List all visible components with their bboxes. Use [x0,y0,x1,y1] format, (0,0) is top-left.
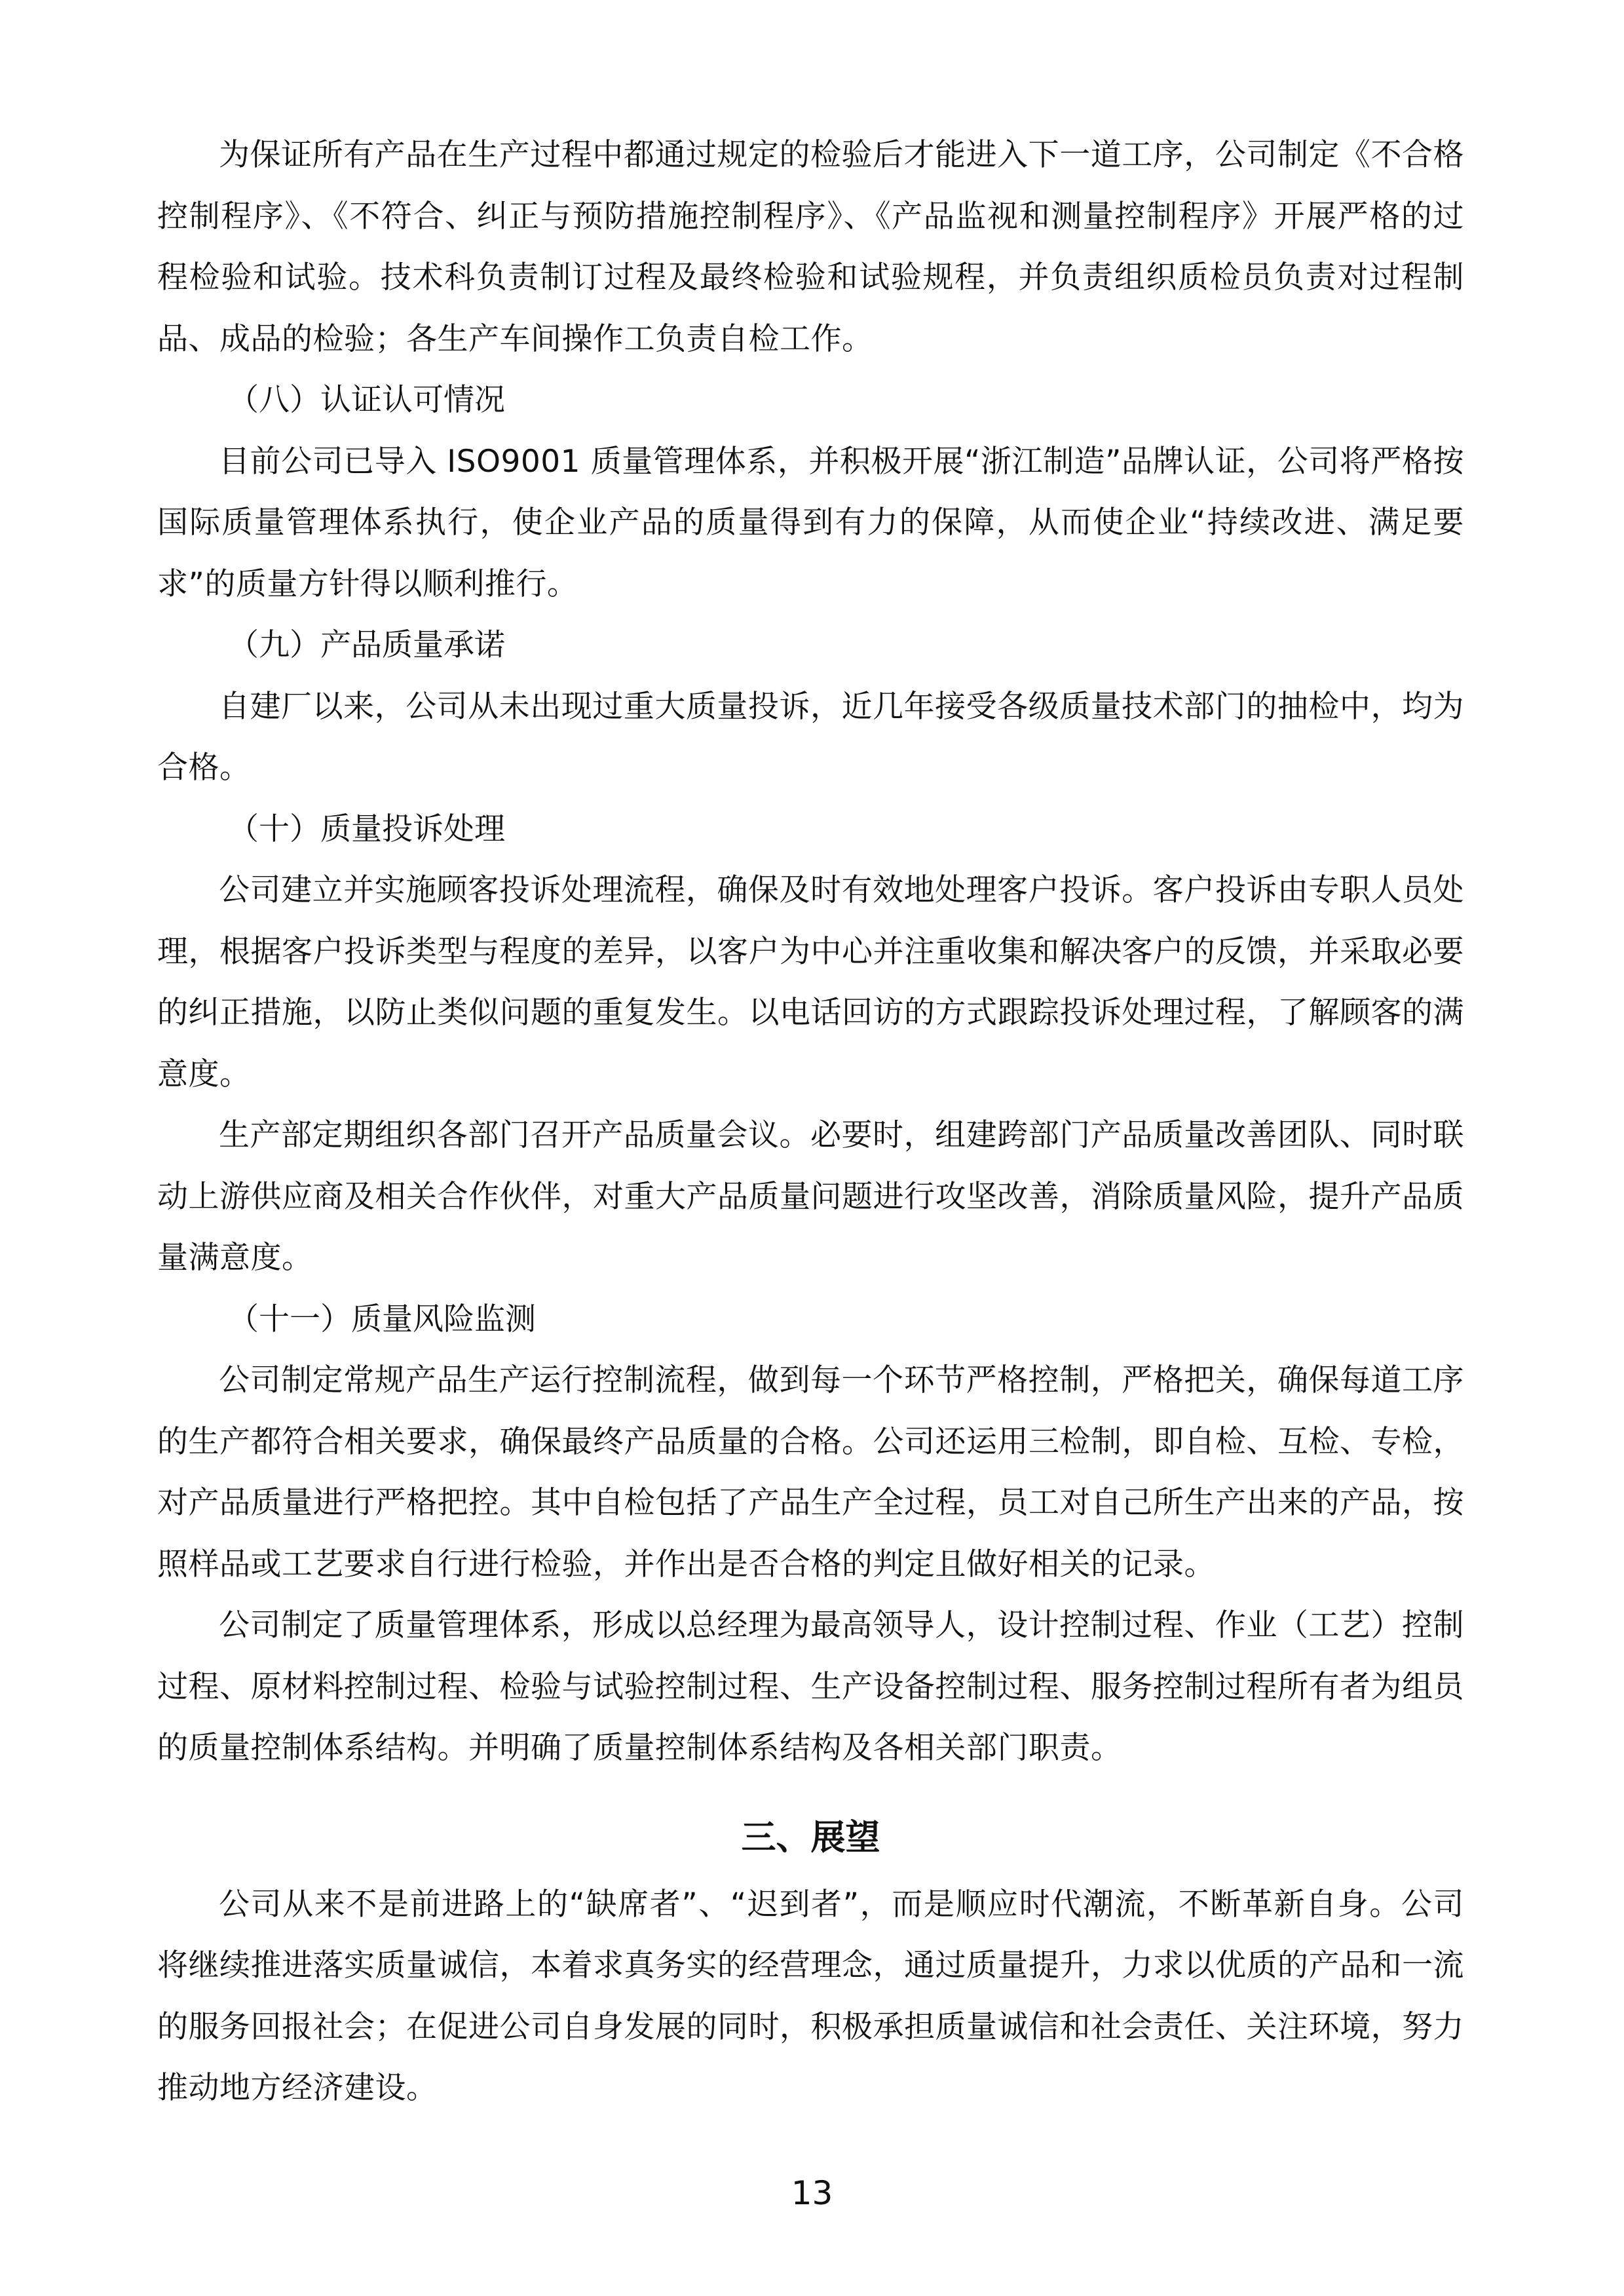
paragraph-outlook: 公司从来不是前进路上的“缺席者”、“迟到者”，而是顺应时代潮流，不断革新自身。公司将继续推进落实质量诚信，本着求真务实的经营理念，通过质量提升，力求以优质的产品和一流的服务回报社会；在促进公司自身发展的同时，积极承担质量诚信和社会责任、关注环境，努力推动地方经济建设。 [157,1886,1464,2106]
section-heading-outlook: 三、展望 [741,1817,880,1858]
paragraph-quality-meeting: 生产部定期组织各部门召开产品质量会议。必要时，组建跨部门产品质量改善团队、同时联动上游供应商及相关合作伙伴，对重大产品质量问题进行攻坚改善，消除质量风险，提升产品质量满意度。 [157,1117,1464,1276]
paragraph-risk-monitoring: 公司制定常规产品生产运行控制流程，做到每一个环节严格控制，严格把关，确保每道工序的生产都符合相关要求，确保最终产品质量的合格。公司还运用三检制，即自检、互检、专检，对产品质量进行严格把控。其中自检包括了产品生产全过程，员工对自己所生产出来的产品，按照样品或工艺要求自行进行检验，并作出是否合格的判定且做好相关的记录。 [157,1362,1464,1582]
paragraph-certification: 目前公司已导入 ISO9001 质量管理体系，并积极开展“浙江制造”品牌认证，公司将严格按国际质量管理体系执行，使企业产品的质量得到有力的保障，从而使企业“持续改进、满足要求”的质量方针得以顺利推行。 [157,443,1464,602]
subheading-risk-monitoring: （十一）质量风险监测 [228,1301,536,1337]
subheading-quality-commitment: （九）产品质量承诺 [228,627,505,663]
subheading-certification: （八）认证认可情况 [228,382,505,418]
paragraph-quality-commitment: 自建厂以来，公司从未出现过重大质量投诉，近几年接受各级质量技术部门的抽检中，均为合格。 [157,688,1464,786]
page-number: 13 [791,2174,833,2212]
document-body [157,124,1464,2119]
paragraph-complaint-handling: 公司建立并实施顾客投诉处理流程，确保及时有效地处理客户投诉。客户投诉由专职人员处理，根据客户投诉类型与程度的差异，以客户为中心并注重收集和解决客户的反馈，并采取必要的纠正措施，以防止类似问题的重复发生。以电话回访的方式跟踪投诉处理过程，了解顾客的满意度。 [157,872,1464,1092]
paragraph-inspection: 为保证所有产品在生产过程中都通过规定的检验后才能进入下一道工序，公司制定《不合格控制程序》、《不符合、纠正与预防措施控制程序》、《产品监视和测量控制程序》开展严格的过程检验和试验。技术科负责制订过程及最终检验和试验规程，并负责组织质检员负责对过程制品、成品的检验；各生产车间操作工负责自检工作。 [157,137,1464,357]
subheading-complaint-handling: （十）质量投诉处理 [228,811,505,847]
paragraph-quality-system: 公司制定了质量管理体系，形成以总经理为最高领导人，设计控制过程、作业（工艺）控制过程、原材料控制过程、检验与试验控制过程、生产设备控制过程、服务控制过程所有者为组员的质量控制体系结构。并明确了质量控制体系结构及各相关部门职责。 [157,1607,1464,1766]
